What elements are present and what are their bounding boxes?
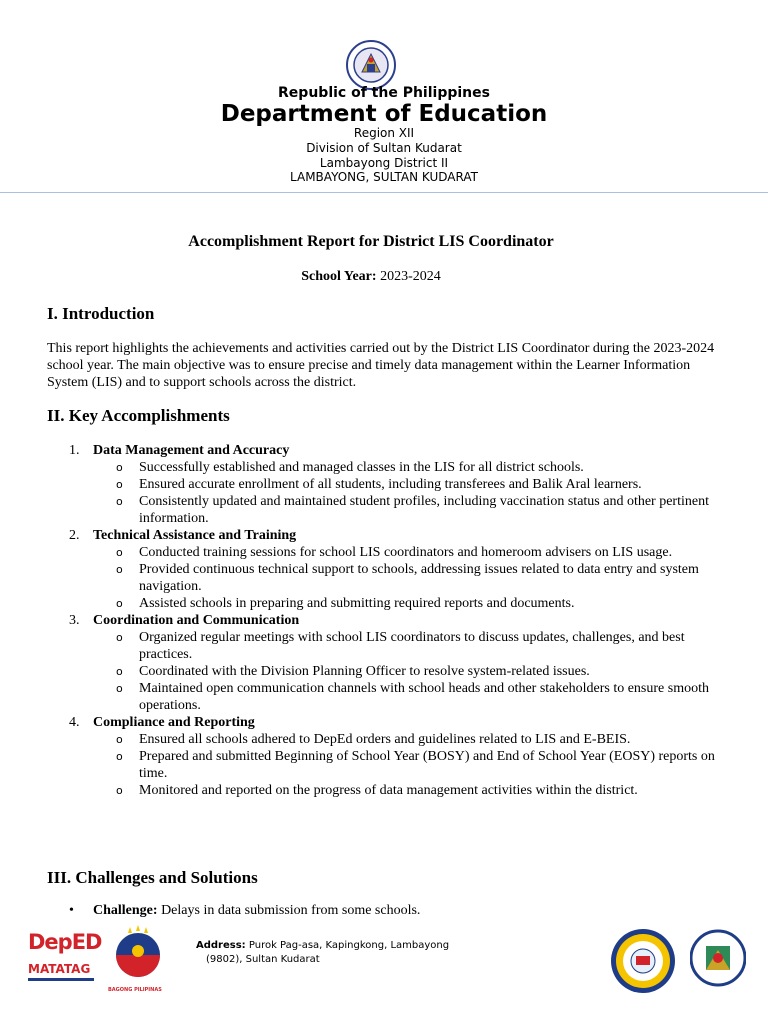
introduction-text: This report highlights the achievements and activities carried out by the District LIS Coordinator during the 2023-2024 school year. The main objective was to ensure precise and timely data management within the Learner Information System (LIS) and to support schools across the district. [47, 341, 715, 390]
list-item [47, 527, 727, 544]
introduction-heading: I. Introduction [47, 304, 155, 323]
accomplishments-heading: II. Key Accomplishments [47, 406, 230, 425]
sub-bullet: o [116, 784, 123, 797]
address-label: Address: [196, 940, 246, 951]
republic-label: Republic of the Philippines [278, 85, 490, 101]
challenge-label: Challenge: [93, 903, 158, 918]
sub-bullet: o [116, 597, 123, 610]
sub-bullet: o [116, 461, 123, 474]
sub-item-text: Provided continuous technical support to schools, addressing issues related to data entry and system navigation. [139, 562, 699, 594]
division-seal-icon [690, 928, 746, 988]
sub-bullet: o [116, 495, 123, 508]
sub-item-text: Assisted schools in preparing and submitting required reports and documents. [139, 596, 575, 611]
item-number: 2. [69, 528, 80, 543]
item-title: Technical Assistance and Training [93, 528, 297, 543]
deped-matatag-logo [28, 930, 102, 990]
district-label: Lambayong District II [319, 156, 449, 170]
header-divider [0, 192, 768, 193]
item-title: Compliance and Reporting [93, 715, 255, 730]
list-item [47, 595, 727, 612]
school-year-value: 2023-2024 [380, 269, 441, 284]
list-item [47, 629, 727, 663]
list-item [47, 680, 727, 714]
sub-bullet: o [116, 733, 123, 746]
sub-bullet: o [116, 631, 123, 644]
list-item [47, 663, 727, 680]
location-label: LAMBAYONG, SULTAN KUDARAT [290, 170, 478, 184]
sub-bullet: o [116, 563, 123, 576]
challenge-text [93, 903, 420, 919]
sub-item-text: Coordinated with the Division Planning Officer to resolve system-related issues. [139, 664, 590, 679]
item-number: 1. [69, 443, 80, 458]
list-item [47, 561, 727, 595]
district-seal-icon [610, 928, 676, 994]
address-line-2: (9802), Sultan Kudarat [206, 954, 320, 965]
sub-item-text: Organized regular meetings with school LIS coordinators to discuss updates, challenges, and best practices. [139, 630, 685, 662]
list-item [47, 544, 727, 561]
deped-logo-text: DepED [28, 930, 102, 954]
list-item [47, 714, 727, 731]
sub-item-text: Maintained open communication channels with school heads and other stakeholders to ensure smooth operations. [139, 681, 709, 713]
bagong-pilipinas-text: BAGONG PILIPINAS [108, 987, 162, 993]
sub-item-text: Conducted training sessions for school LIS coordinators and homeroom advisers on LIS usage. [139, 545, 673, 560]
sub-item-text: Successfully established and managed classes in the LIS for all district schools. [139, 460, 584, 475]
logo-underline [28, 978, 94, 981]
school-year [0, 269, 742, 285]
region-label: Region XII [353, 126, 415, 140]
item-title: Coordination and Communication [93, 613, 300, 628]
deped-seal-icon [346, 40, 396, 90]
list-item [47, 459, 727, 476]
sub-item-text: Monitored and reported on the progress of data management activities within the district. [139, 783, 638, 798]
bagong-pilipinas-icon [108, 925, 178, 981]
address-line-1: Purok Pag-asa, Kapingkong, Lambayong [248, 940, 450, 951]
sub-bullet: o [116, 546, 123, 559]
list-item [47, 731, 727, 748]
item-number: 3. [69, 613, 80, 628]
list-item [47, 612, 727, 629]
bagong-pilipinas-logo [108, 925, 178, 991]
sub-bullet: o [116, 478, 123, 491]
item-title: Data Management and Accuracy [93, 443, 290, 458]
sub-item-text: Prepared and submitted Beginning of School Year (BOSY) and End of School Year (EOSY) reports on time. [139, 749, 715, 781]
accomplishments-list [47, 442, 727, 799]
challenges-heading: III. Challenges and Solutions [47, 868, 258, 887]
footer-address [196, 939, 456, 967]
sub-bullet: o [116, 682, 123, 695]
division-label: Division of Sultan Kudarat [306, 141, 462, 155]
sub-item-text: Ensured all schools adhered to DepEd orders and guidelines related to LIS and E-BEIS. [139, 732, 631, 747]
challenge-description: Delays in data submission from some schools. [161, 903, 421, 918]
list-item [47, 476, 727, 493]
matatag-logo-text: MATATAG [28, 962, 91, 976]
item-number: 4. [69, 715, 80, 730]
list-item [47, 442, 727, 459]
department-title: Department of Education [220, 101, 548, 127]
bullet: • [69, 903, 74, 918]
list-item [47, 748, 727, 782]
sub-bullet: o [116, 665, 123, 678]
report-title: Accomplishment Report for District LIS Coordinator [188, 233, 554, 250]
school-year-label: School Year: [301, 269, 377, 284]
sub-item-text: Consistently updated and maintained student profiles, including vaccination status and other pertinent information. [139, 494, 709, 526]
sub-item-text: Ensured accurate enrollment of all students, including transferees and Balik Aral learners. [139, 477, 642, 492]
list-item [47, 493, 727, 527]
sub-bullet: o [116, 750, 123, 763]
list-item [47, 782, 727, 799]
